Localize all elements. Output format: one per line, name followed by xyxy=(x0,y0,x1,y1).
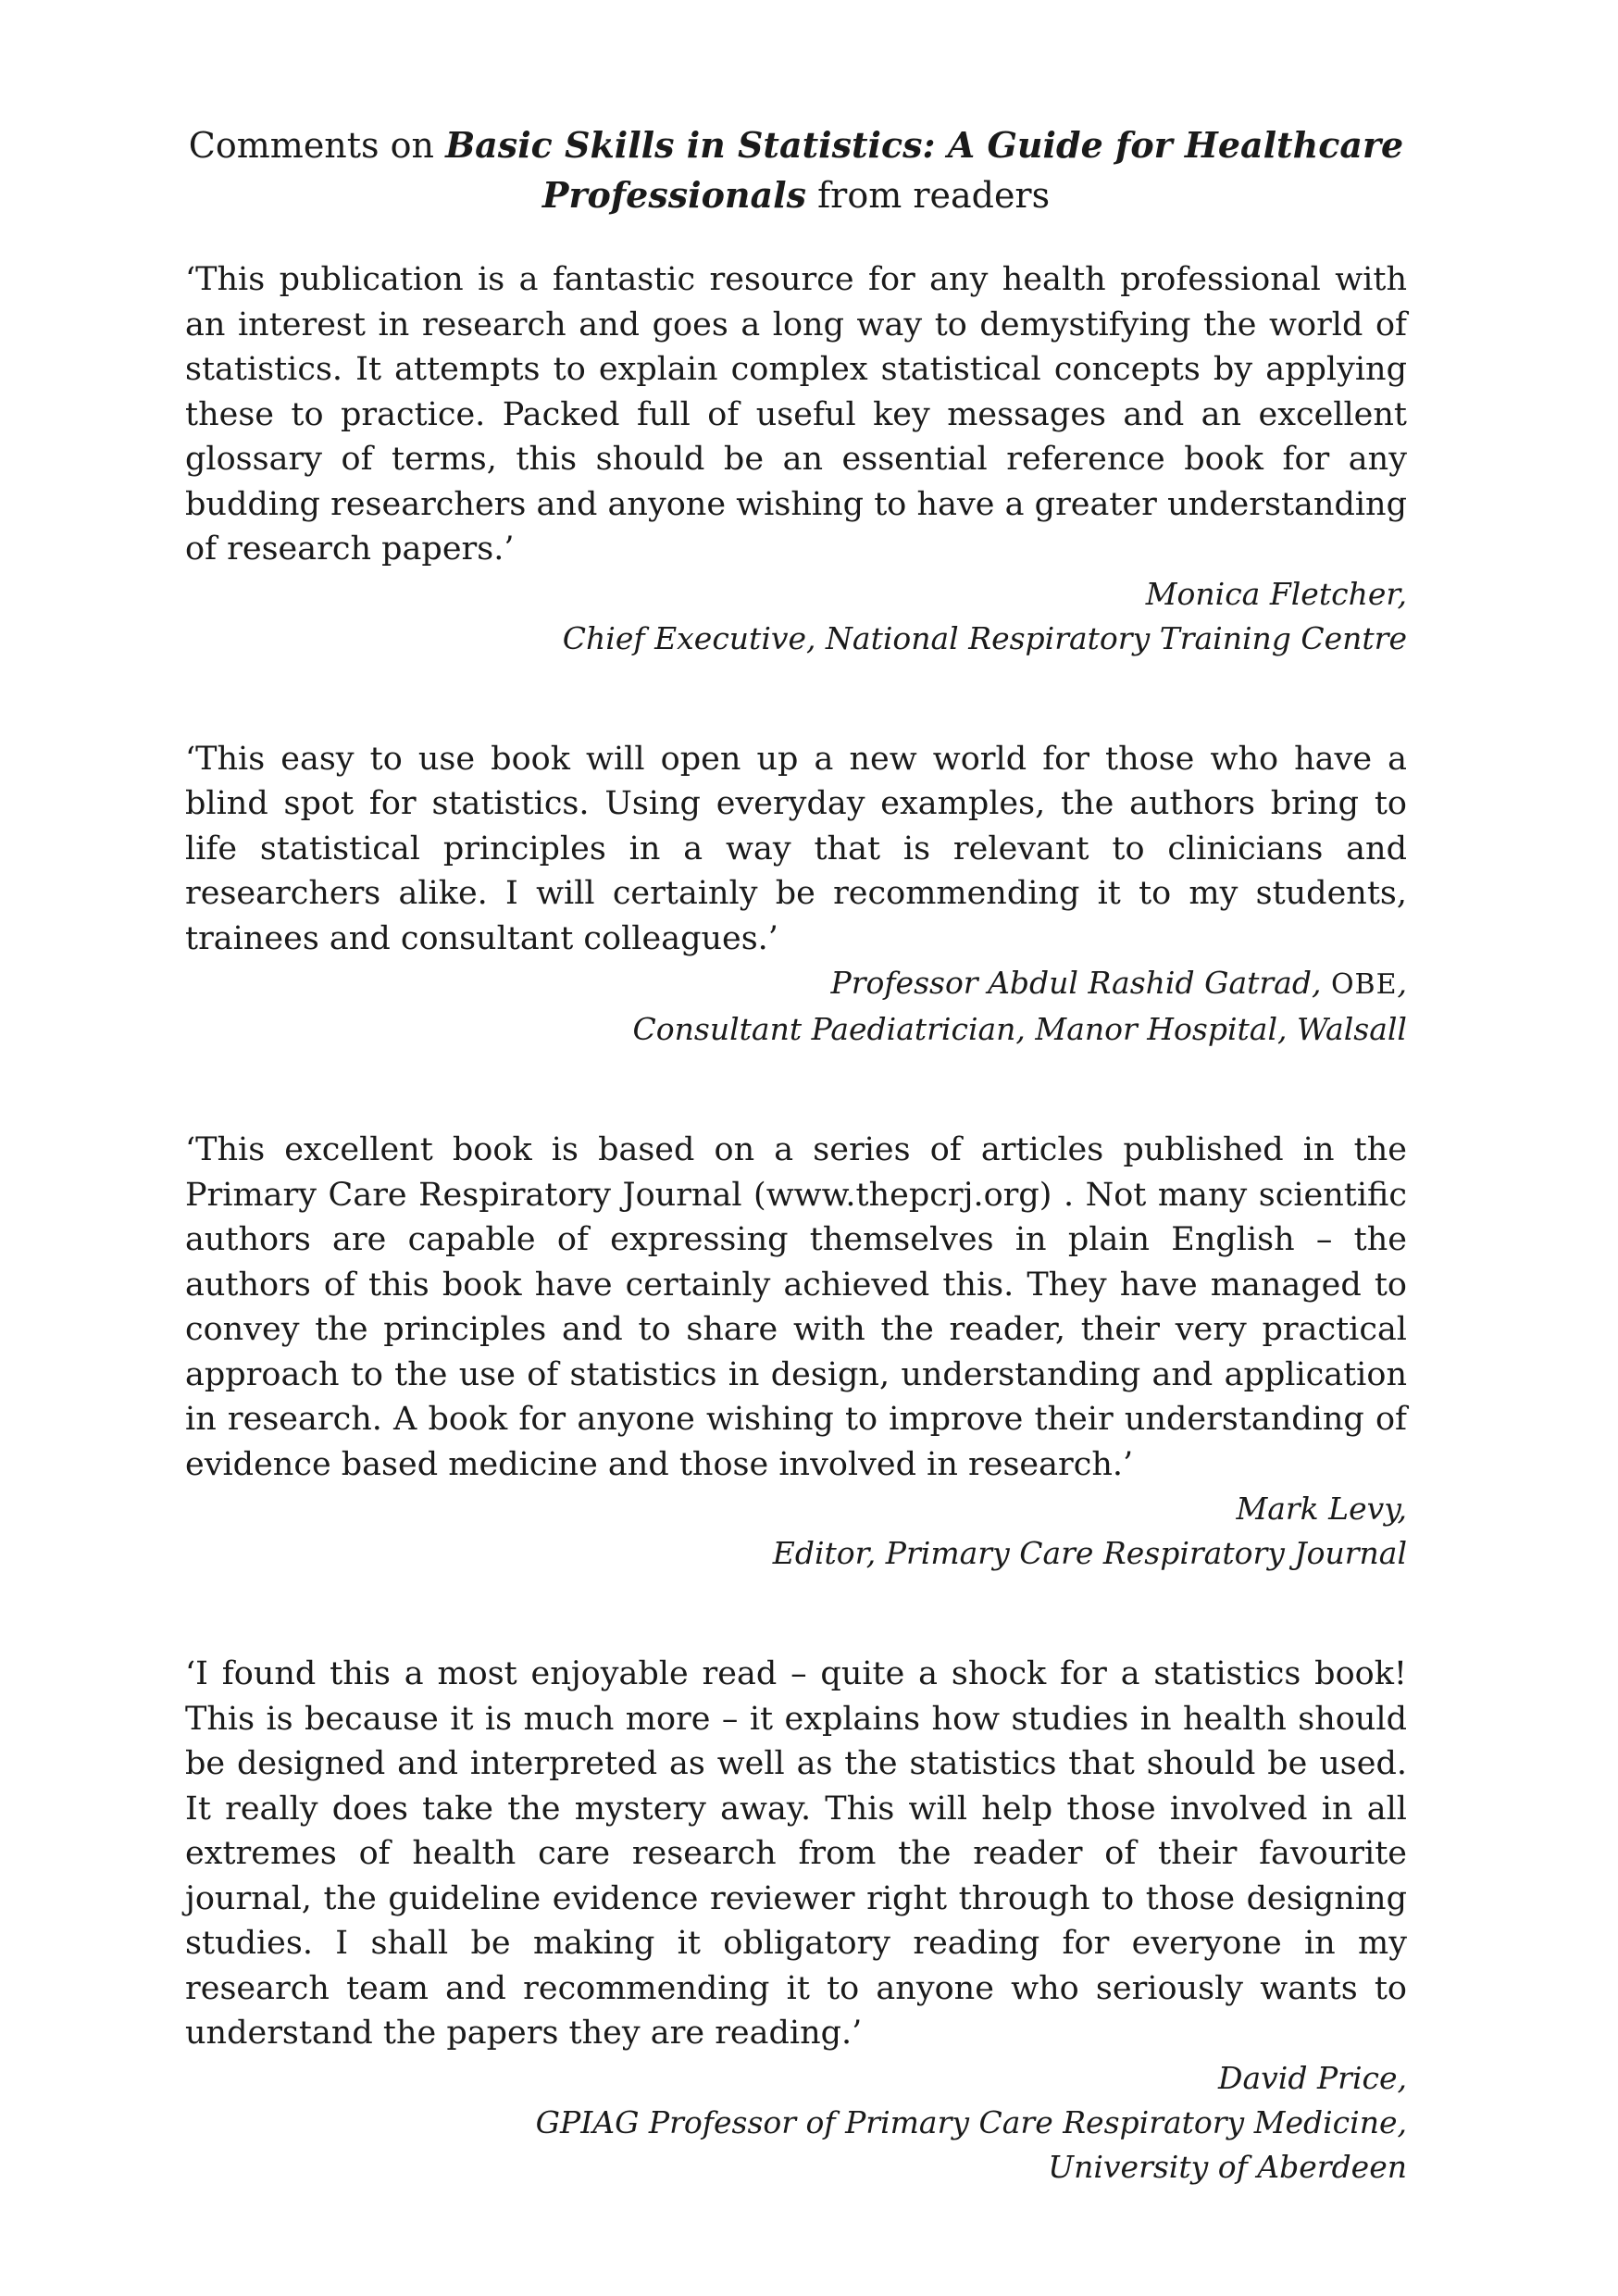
testimonial xyxy=(185,1128,1407,1576)
testimonial xyxy=(185,257,1407,661)
page-title xyxy=(185,120,1407,220)
testimonial-quote: ‘This publication is a fantastic resource for any health professional with an interest in research and goes a long way to demystifying the world of statistics. It attempts to explain complex statistical concepts by applying these to practice. Packed full of useful key messages and an excellent glossary of terms, this should be an essential reference book for any budding researchers and anyone wishing to have a greater understanding of research papers.’ xyxy=(185,261,1407,568)
testimonial-author: Monica Fletcher, xyxy=(1145,575,1407,612)
title-suffix: from readers xyxy=(806,175,1051,216)
testimonial-quote: ‘This excellent book is based on a series of articles published in the Primary Care Respiratory Journal (www.thepcrj.org) . Not many scientific authors are capable of expressing themselves in plain English – the authors of this book have certainly achieved this. They have managed to convey the principles and to share with the reader, their very practical approach to the use of statistics in design, understanding and application in research. A book for anyone wishing to improve their understanding of evidence based medicine and those involved in research.’ xyxy=(185,1131,1407,1483)
testimonial-affiliation: University of Aberdeen xyxy=(1048,2148,1407,2185)
testimonial-role: GPIAG Professor of Primary Care Respiratory Medicine, xyxy=(535,2103,1407,2140)
testimonial-role: Chief Executive, National Respiratory Training Centre xyxy=(562,619,1407,656)
testimonial xyxy=(185,1652,1407,2190)
author-name: Professor Abdul Rashid Gatrad, xyxy=(830,965,1322,1001)
author-name-tail: , xyxy=(1397,965,1407,1001)
testimonial-role: Editor, Primary Care Respiratory Journal xyxy=(772,1535,1407,1571)
testimonial-author: Mark Levy, xyxy=(1236,1491,1407,1527)
testimonial-author: David Price, xyxy=(1218,2059,1407,2096)
testimonial-quote: ‘This easy to use book will open up a new world for those who have a blind spot for statistics. Using everyday examples, the authors bring to life statistical principles in a way that is relevant to clinicians and researchers alike. I will certainly be recommending it to my students, trainees and consultant colleagues.’ xyxy=(185,740,1407,957)
title-prefix: Comments on xyxy=(188,125,446,166)
book-title: Basic Skills in Statistics: A Guide for Healthcare Professionals xyxy=(445,124,1404,216)
testimonial-author xyxy=(185,961,1407,1007)
page xyxy=(185,120,1407,2190)
testimonial-role: Consultant Paediatrician, Manor Hospital, Walsall xyxy=(632,1011,1407,1047)
testimonial-quote: ‘I found this a most enjoyable read – quite a shock for a statistics book! This is because it is much more – it explains how studies in health should be designed and interpreted as well as the statistics that should be used. It really does take the mystery away. This will help those involved in all extremes of health care research from the reader of their favourite journal, the guideline evidence reviewer right through to those designing studies. I shall be making it obligatory reading for everyone in my research team and recommending it to anyone who seriously wants to understand the papers they are reading.’ xyxy=(185,1655,1407,2052)
testimonial xyxy=(185,737,1407,1053)
author-honour: OBE xyxy=(1330,968,1398,1001)
